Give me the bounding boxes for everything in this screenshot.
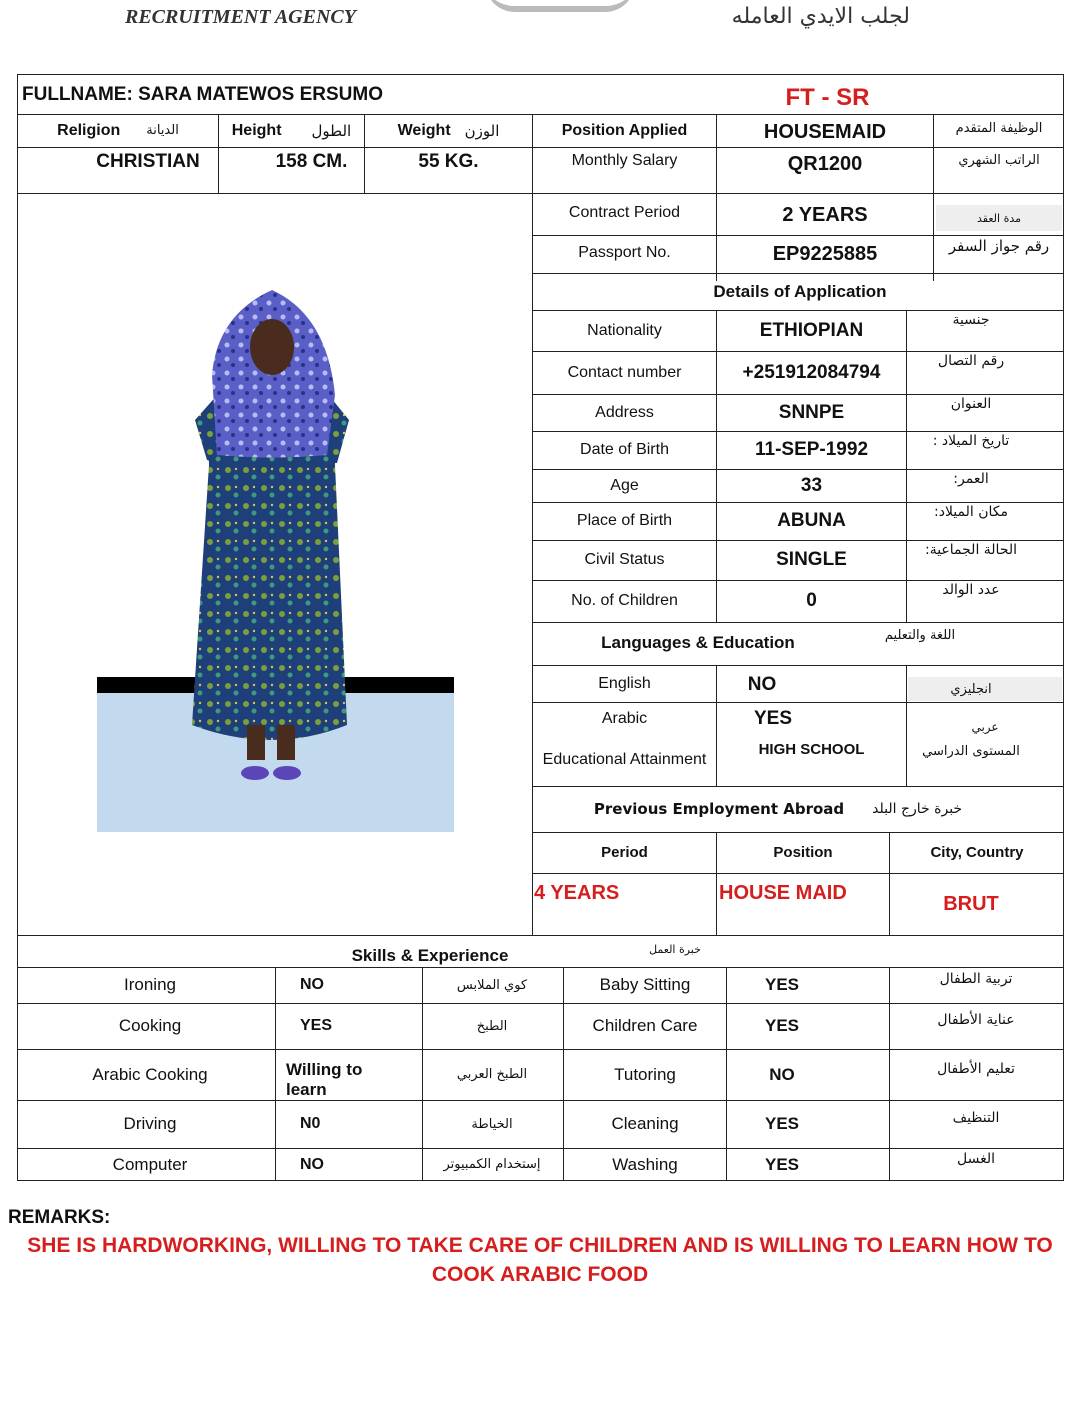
salary-value: QR1200 [787, 152, 863, 175]
skill-name-ar: التنظيف [952, 1110, 1000, 1126]
employment-heading-text: Previous Employment Abroad [593, 800, 845, 818]
skill-name-ar: الطبخ [476, 1018, 508, 1034]
skill-value: YES [764, 1154, 800, 1174]
skill-value: YES [764, 1114, 800, 1133]
remarks-label: REMARKS: [8, 1207, 111, 1228]
skills-heading-ar: خبرة العمل [649, 942, 701, 956]
detail-label: Place of Birth [576, 512, 673, 529]
contract-label: Contract Period [568, 204, 681, 221]
passport-value: EP9225885 [772, 242, 878, 265]
skill-value: YES [764, 975, 800, 994]
skill-name-ar: الخياطة [471, 1116, 513, 1132]
skill-name: Computer [112, 1154, 188, 1174]
emp-country-value: BRUT [943, 892, 999, 915]
skill-name: Tutoring [614, 1064, 676, 1084]
skill-value: NO [300, 1155, 324, 1173]
salary-label-ar: الراتب الشهري [958, 152, 1040, 168]
skill-name-ar: الغسل [957, 1150, 996, 1167]
fullname: SARA MATEWOS ERSUMO [138, 84, 383, 105]
english-label-ar: انجليزي [950, 681, 992, 697]
remarks-line-2: COOK ARABIC FOOD [431, 1263, 649, 1286]
skill-name-ar: تعليم الأطفال [937, 1060, 1015, 1077]
skill-name: Baby Sitting [599, 975, 691, 994]
skill-name-ar: كوي الملابس [456, 977, 528, 993]
english-value: NO [747, 673, 777, 695]
emp-position-value: HOUSE MAID [719, 881, 847, 904]
arabic-value: YES [753, 708, 793, 729]
detail-value: SINGLE [776, 549, 847, 570]
religion-value: CHRISTIAN [96, 151, 200, 172]
height-label: Height [231, 121, 282, 139]
details-heading: Details of Application [713, 282, 887, 301]
contract-value: 2 YEARS [782, 203, 868, 226]
detail-label-ar: رقم التصال [937, 353, 1005, 369]
period-header: Period [601, 844, 648, 861]
skill-value: N0 [300, 1115, 321, 1132]
position-label: Position Applied [561, 121, 688, 139]
skill-name-ar: إستخدام الكمبيوتر [443, 1157, 541, 1172]
height-header [219, 114, 364, 147]
weight-label: Weight [397, 121, 451, 139]
employment-heading-ar: خبرة خارج البلد [872, 801, 963, 817]
detail-label-ar: تاريخ الميلاد : [932, 433, 1010, 449]
agency-name: RECRUITMENT AGENCY [125, 6, 356, 28]
detail-label: Contact number [567, 363, 682, 381]
detail-value: +251912084794 [742, 361, 881, 383]
detail-label-ar: جنسية [952, 312, 990, 328]
emp-position-header: Position [773, 844, 833, 861]
country-header: City, Country [930, 844, 1024, 861]
agency-logo [485, 0, 635, 12]
employment-heading [533, 786, 1023, 832]
detail-label: Address [595, 403, 654, 421]
applicant-code: FT - SR [785, 84, 870, 111]
skill-value: YES [300, 1017, 333, 1034]
skill-name-ar: عناية الأطفال [937, 1012, 1015, 1028]
languages-heading-ar: اللغة والتعليم [884, 627, 956, 643]
detail-label: Age [610, 476, 639, 494]
skill-name: Washing [612, 1154, 678, 1174]
emp-period-value: 4 YEARS [534, 881, 620, 904]
skill-value: YES [764, 1016, 800, 1035]
salary-label: Monthly Salary [571, 152, 678, 169]
detail-label: No. of Children [571, 592, 678, 609]
contract-label-ar: مدة العقد [977, 211, 1021, 225]
detail-value: 33 [800, 474, 823, 496]
passport-label-ar: رقم جواز السفر [948, 237, 1050, 255]
position-label-ar: الوظيفة المتقدم [955, 120, 1043, 136]
skill-value: Willing to learn [286, 1060, 363, 1099]
detail-label: Civil Status [584, 551, 665, 568]
arabic-label: Arabic [601, 710, 648, 727]
skill-name: Cooking [118, 1016, 182, 1035]
religion-label: Religion [57, 121, 121, 139]
detail-value: 11-SEP-1992 [754, 439, 869, 460]
fullname-field [22, 80, 383, 110]
detail-label: Nationality [587, 321, 662, 339]
skill-name-ar: تربية الطفال [939, 971, 1013, 987]
skill-name: Children Care [592, 1016, 698, 1035]
education-label-ar: المستوى الدراسي [922, 743, 1020, 759]
religion-label-ar: الديانة [146, 123, 179, 138]
skill-name: Arabic Cooking [92, 1064, 208, 1084]
height-value: 158 CM. [275, 151, 348, 172]
detail-label: Date of Birth [580, 441, 669, 458]
remarks-line-1: SHE IS HARDWORKING, WILLING TO TAKE CARE OF CHILDREN AND IS WILLING TO LEARN HOW TO [27, 1234, 1053, 1257]
weight-label-ar: الوزن [464, 121, 500, 140]
detail-label-ar: العمر: [953, 471, 989, 487]
detail-value: ETHIOPIAN [759, 319, 864, 341]
skill-name: Cleaning [611, 1114, 679, 1133]
agency-name-ar: لجلب الايدي العامله [731, 4, 910, 29]
arabic-label-ar: عربي [971, 720, 999, 734]
detail-label-ar: العنوان [950, 396, 992, 412]
skill-value: NO [300, 976, 324, 993]
skill-value: NO [769, 1064, 795, 1084]
position-value: HOUSEMAID [763, 120, 887, 143]
languages-heading: Languages & Education [601, 633, 795, 652]
detail-label-ar: مكان الميلاد: [934, 504, 1009, 520]
weight-value: 55 KG. [418, 151, 479, 172]
skill-name: Driving [123, 1114, 177, 1133]
education-label: Educational Attainment [542, 751, 707, 768]
fullname-label: FULLNAME: [22, 84, 133, 105]
detail-value: ABUNA [777, 510, 846, 531]
education-value: HIGH SCHOOL [758, 740, 865, 758]
applicant-photo [97, 285, 454, 832]
skill-name-ar: الطبخ العربي [456, 1067, 528, 1082]
weight-header [365, 114, 532, 147]
english-label: English [598, 674, 651, 692]
detail-label-ar: عدد الوالد [942, 582, 1000, 598]
detail-value: SNNPE [778, 401, 845, 423]
skill-name: Ironing [124, 975, 176, 994]
detail-label-ar: الحالة الجماعية: [924, 542, 1018, 558]
detail-value: 0 [806, 590, 817, 611]
height-label-ar: الطول [311, 121, 352, 140]
religion-header [18, 114, 218, 147]
skills-heading: Skills & Experience [351, 946, 509, 965]
passport-label: Passport No. [578, 244, 671, 261]
